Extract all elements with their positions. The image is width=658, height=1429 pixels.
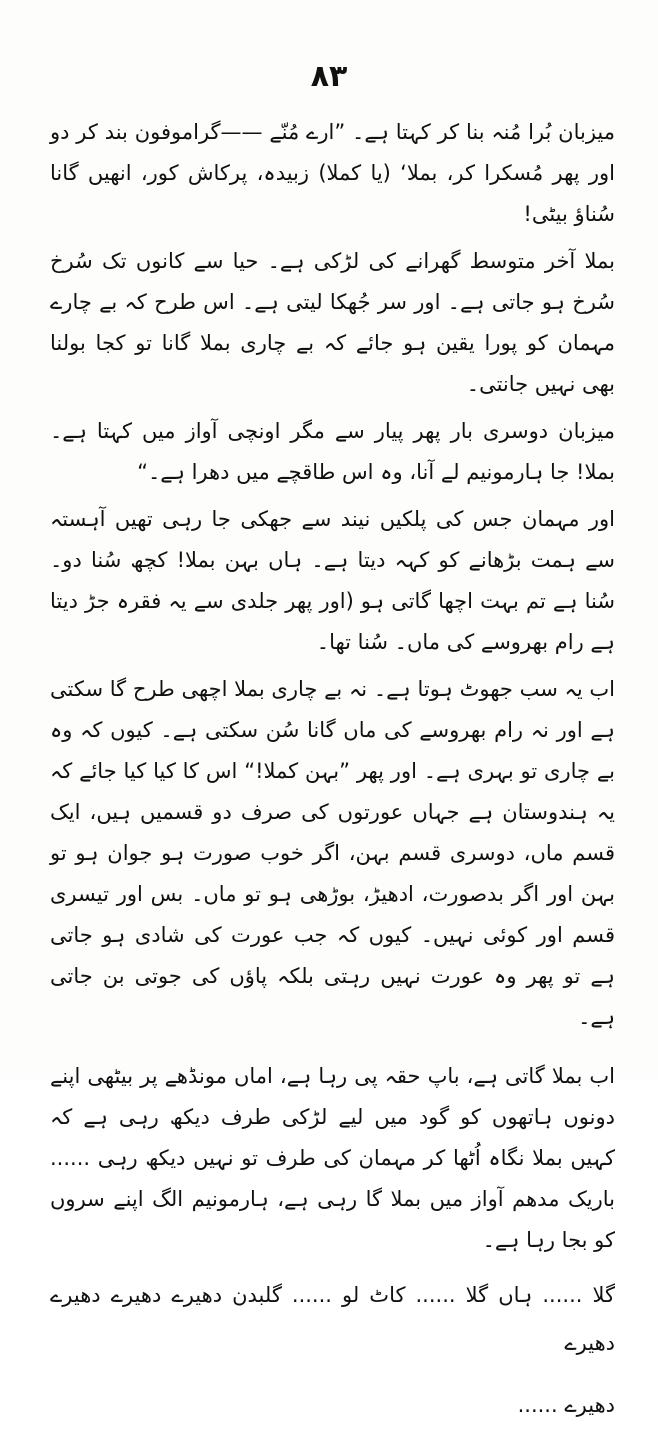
paragraph-1: میزبان بُرا مُنہ بنا کر کہتا ہے۔ ”ارے مُنّے ——گراموفون بند کر دو اور پھر مُسکرا کر، بملا‘ (یا کملا) زبیدہ، پرکاش کور، انھیں گانا سُناؤ بیٹی! bbox=[50, 120, 615, 226]
page-number: ۸۳ bbox=[310, 59, 348, 94]
body-text bbox=[50, 112, 615, 1429]
paragraph-2: بملا آخر متوسط گھرانے کی لڑکی ہے۔ حیا سے کانوں تک سُرخ سُرخ ہو جاتی ہے۔ اور سر جُھکا لیتی ہے۔ اس طرح کہ بے چارے مہمان کو پورا یقین ہو جائے کہ بے چاری بملا گانا تو کجا بولنا بھی نہیں جانتی۔ bbox=[50, 249, 615, 396]
song-line-1: گلا ...... ہاں گلا ...... کاٹ لو ...... گلبدن دھیرے دھیرے دھیرے دھیرے bbox=[50, 1283, 615, 1355]
paragraph-5: اب یہ سب جھوٹ ہوتا ہے۔ نہ بے چاری بملا اچھی طرح گا سکتی ہے اور نہ رام بھروسے کی ماں گانا سُن سکتی ہے۔ کیوں کہ وہ بے چاری تو بہری ہے۔ اور پھر ”بہن کملا!“ اس کا کیا کیا جائے کہ یہ ہندوستان ہے جہاں عورتوں کی صرف دو قسمیں ہیں، ایک قسم ماں، دوسری قسم بہن، اگر خوب صورت ہو جوان ہو تو بہن اور اگر بدصورت، ادھیڑ، بوڑھی ہو تو ماں۔ بس اور تیسری قسم اور کوئی نہیں۔ کیوں کہ جب عورت کی شادی ہو جاتی ہے تو پھر وہ عورت نہیں رہتی بلکہ پاؤں کی جوتی بن جاتی ہے۔ bbox=[50, 677, 615, 1029]
song-lyrics bbox=[50, 1271, 615, 1429]
paragraph-3: میزبان دوسری بار پھر پیار سے مگر اونچی آواز میں کہتا ہے۔ بملا! جا ہارمونیم لے آنا، وہ اس طاقچے میں دھرا ہے۔“ bbox=[50, 419, 615, 484]
paragraph-6: اب بملا گاتی ہے، باپ حقہ پی رہا ہے، اماں مونڈھے پر بیٹھی اپنے دونوں ہاتھوں کو گود میں لیے لڑکی طرف دیکھ رہی ہے کہ کہیں بملا نگاہ اُٹھا کر مہمان کی طرف تو نہیں دیکھ رہی ...... باریک مدھم آواز میں بملا گا رہی ہے، ہارمونیم الگ اپنے سروں کو بجا رہا ہے۔ bbox=[50, 1064, 615, 1252]
song-line-2: دھیرے ...... bbox=[517, 1393, 615, 1417]
paragraph-4: اور مہمان جس کی پلکیں نیند سے جھکی جا رہی تھیں آہستہ سے ہمت بڑھانے کو کہہ دیتا ہے۔ ہاں بہن بملا! کچھ سُنا دو۔ سُنا ہے تم بہت اچھا گاتی ہو (اور پھر جلدی سے یہ فقرہ جڑ دیتا ہے رام بھروسے کی ماں۔ سُنا تھا۔ bbox=[50, 507, 615, 654]
